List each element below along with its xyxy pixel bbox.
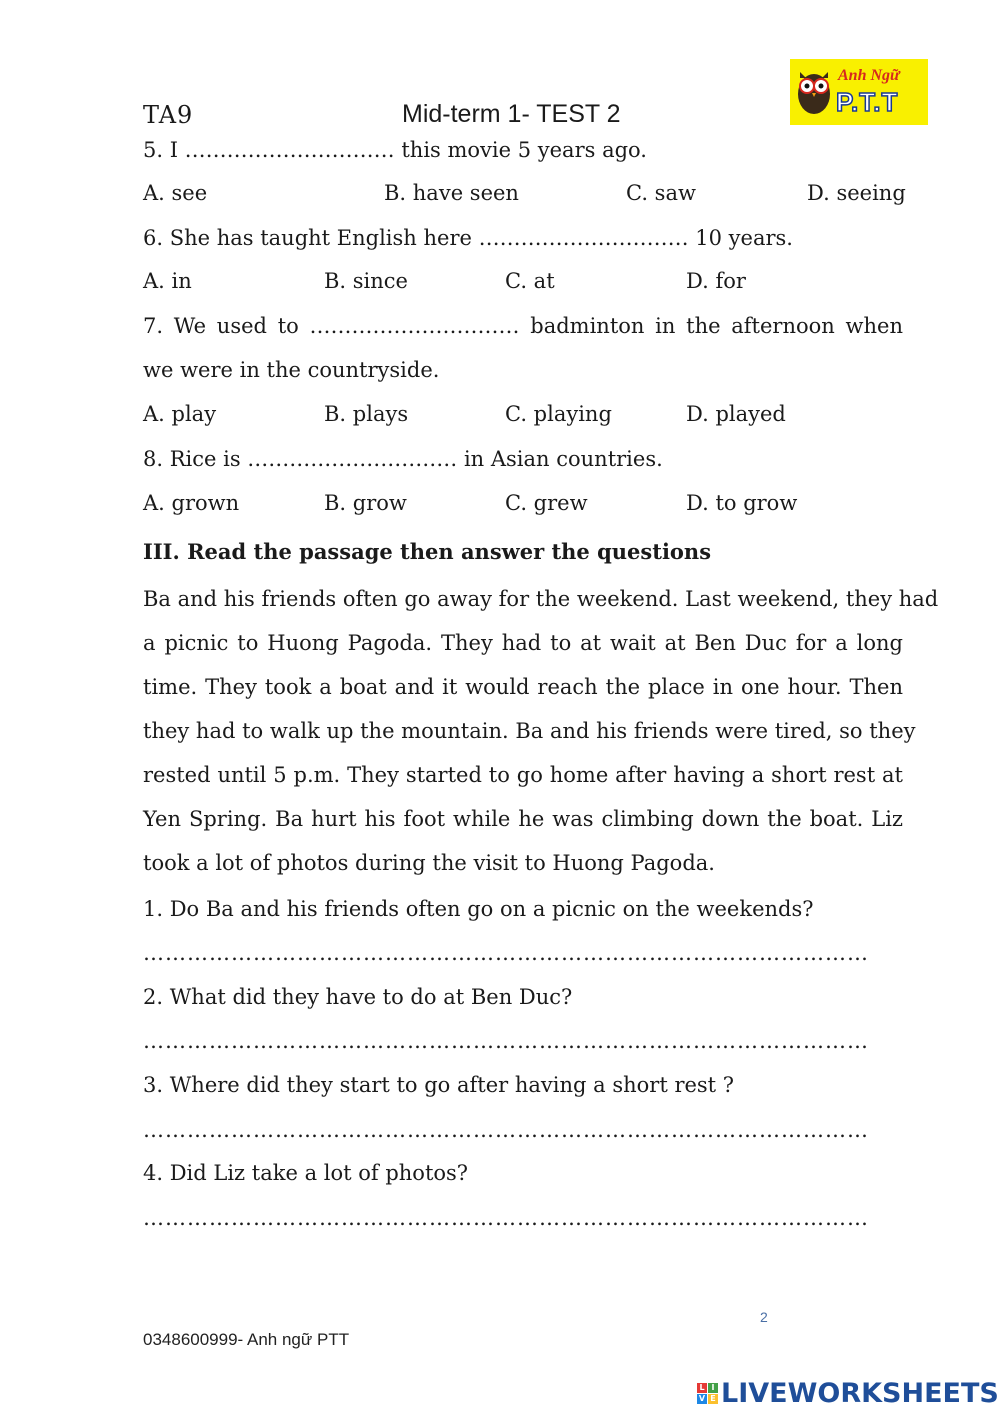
passage-line: rested until 5 p.m. They started to go home after having a short rest at <box>143 763 903 787</box>
question-5-stem: 5. I ………………………… this movie 5 years ago. <box>143 138 647 162</box>
answer-line-2[interactable]: ……………………………………………………………………………………… <box>143 1029 869 1053</box>
passage-line: Ba and his friends often go away for the weekend. Last weekend, they had <box>143 587 939 611</box>
liveworksheets-logo[interactable] <box>697 1373 999 1413</box>
reading-question-1: 1. Do Ba and his friends often go on a picnic on the weekends? <box>143 897 814 921</box>
question-7-stem-line1: 7. We used to ………………………… badminton in the afternoon when <box>143 314 903 338</box>
question-5-options <box>143 179 906 207</box>
reading-question-4: 4. Did Liz take a lot of photos? <box>143 1161 469 1185</box>
header-course-code: TA9 <box>143 101 194 129</box>
section-heading: III. Read the passage then answer the questions <box>143 539 712 564</box>
logo-top-text: Anh Ngữ <box>838 67 900 84</box>
option-c: C. at <box>505 269 555 293</box>
reading-question-3: 3. Where did they start to go after having a short rest ? <box>143 1073 735 1097</box>
question-8-stem: 8. Rice is ………………………… in Asian countries. <box>143 447 663 471</box>
option-b: B. plays <box>324 402 409 426</box>
page-title: Mid-term 1- TEST 2 <box>402 100 621 128</box>
option-b: B. have seen <box>384 181 519 205</box>
passage-line: took a lot of photos during the visit to Huong Pagoda. <box>143 851 715 875</box>
option-b: B. grow <box>324 491 407 515</box>
passage-line: Yen Spring. Ba hurt his foot while he was climbing down the boat. Liz <box>143 807 903 831</box>
answer-line-1[interactable]: ……………………………………………………………………………………… <box>143 941 869 965</box>
logo <box>790 59 928 125</box>
reading-question-2: 2. What did they have to do at Ben Duc? <box>143 985 573 1009</box>
footer-contact: 0348600999- Anh ngữ PTT <box>143 1330 350 1349</box>
option-c: C. grew <box>505 491 588 515</box>
logo-bottom-text: P.T.T <box>836 87 899 117</box>
option-a: A. grown <box>143 491 240 515</box>
question-7-options <box>143 400 903 428</box>
option-d: D. played <box>686 402 786 426</box>
option-a: A. play <box>143 402 217 426</box>
passage-line: time. They took a boat and it would reach the place in one hour. Then <box>143 675 903 699</box>
option-b: B. since <box>324 269 408 293</box>
liveworksheets-blocks-icon: L I V E <box>697 1383 718 1404</box>
question-8-options <box>143 489 903 517</box>
option-c: C. saw <box>626 181 696 205</box>
page-number: 2 <box>760 1309 768 1325</box>
owl-icon <box>796 64 832 116</box>
option-d: D. to grow <box>686 491 798 515</box>
question-6-stem: 6. She has taught English here ………………………… 10 years. <box>143 226 793 250</box>
passage-line: a picnic to Huong Pagoda. They had to at wait at Ben Duc for a long <box>143 631 903 655</box>
option-c: C. playing <box>505 402 612 426</box>
option-d: D. seeing <box>807 181 906 205</box>
answer-line-4[interactable]: ……………………………………………………………………………………… <box>143 1206 869 1230</box>
liveworksheets-wordmark: LIVEWORKSHEETS <box>721 1377 999 1409</box>
question-6-options <box>143 267 903 295</box>
question-7-stem-line2: we were in the countryside. <box>143 358 440 382</box>
option-a: A. see <box>143 181 208 205</box>
option-d: D. for <box>686 269 746 293</box>
passage-line: they had to walk up the mountain. Ba and his friends were tired, so they <box>143 719 916 743</box>
option-a: A. in <box>143 269 192 293</box>
answer-line-3[interactable]: ……………………………………………………………………………………… <box>143 1118 869 1142</box>
